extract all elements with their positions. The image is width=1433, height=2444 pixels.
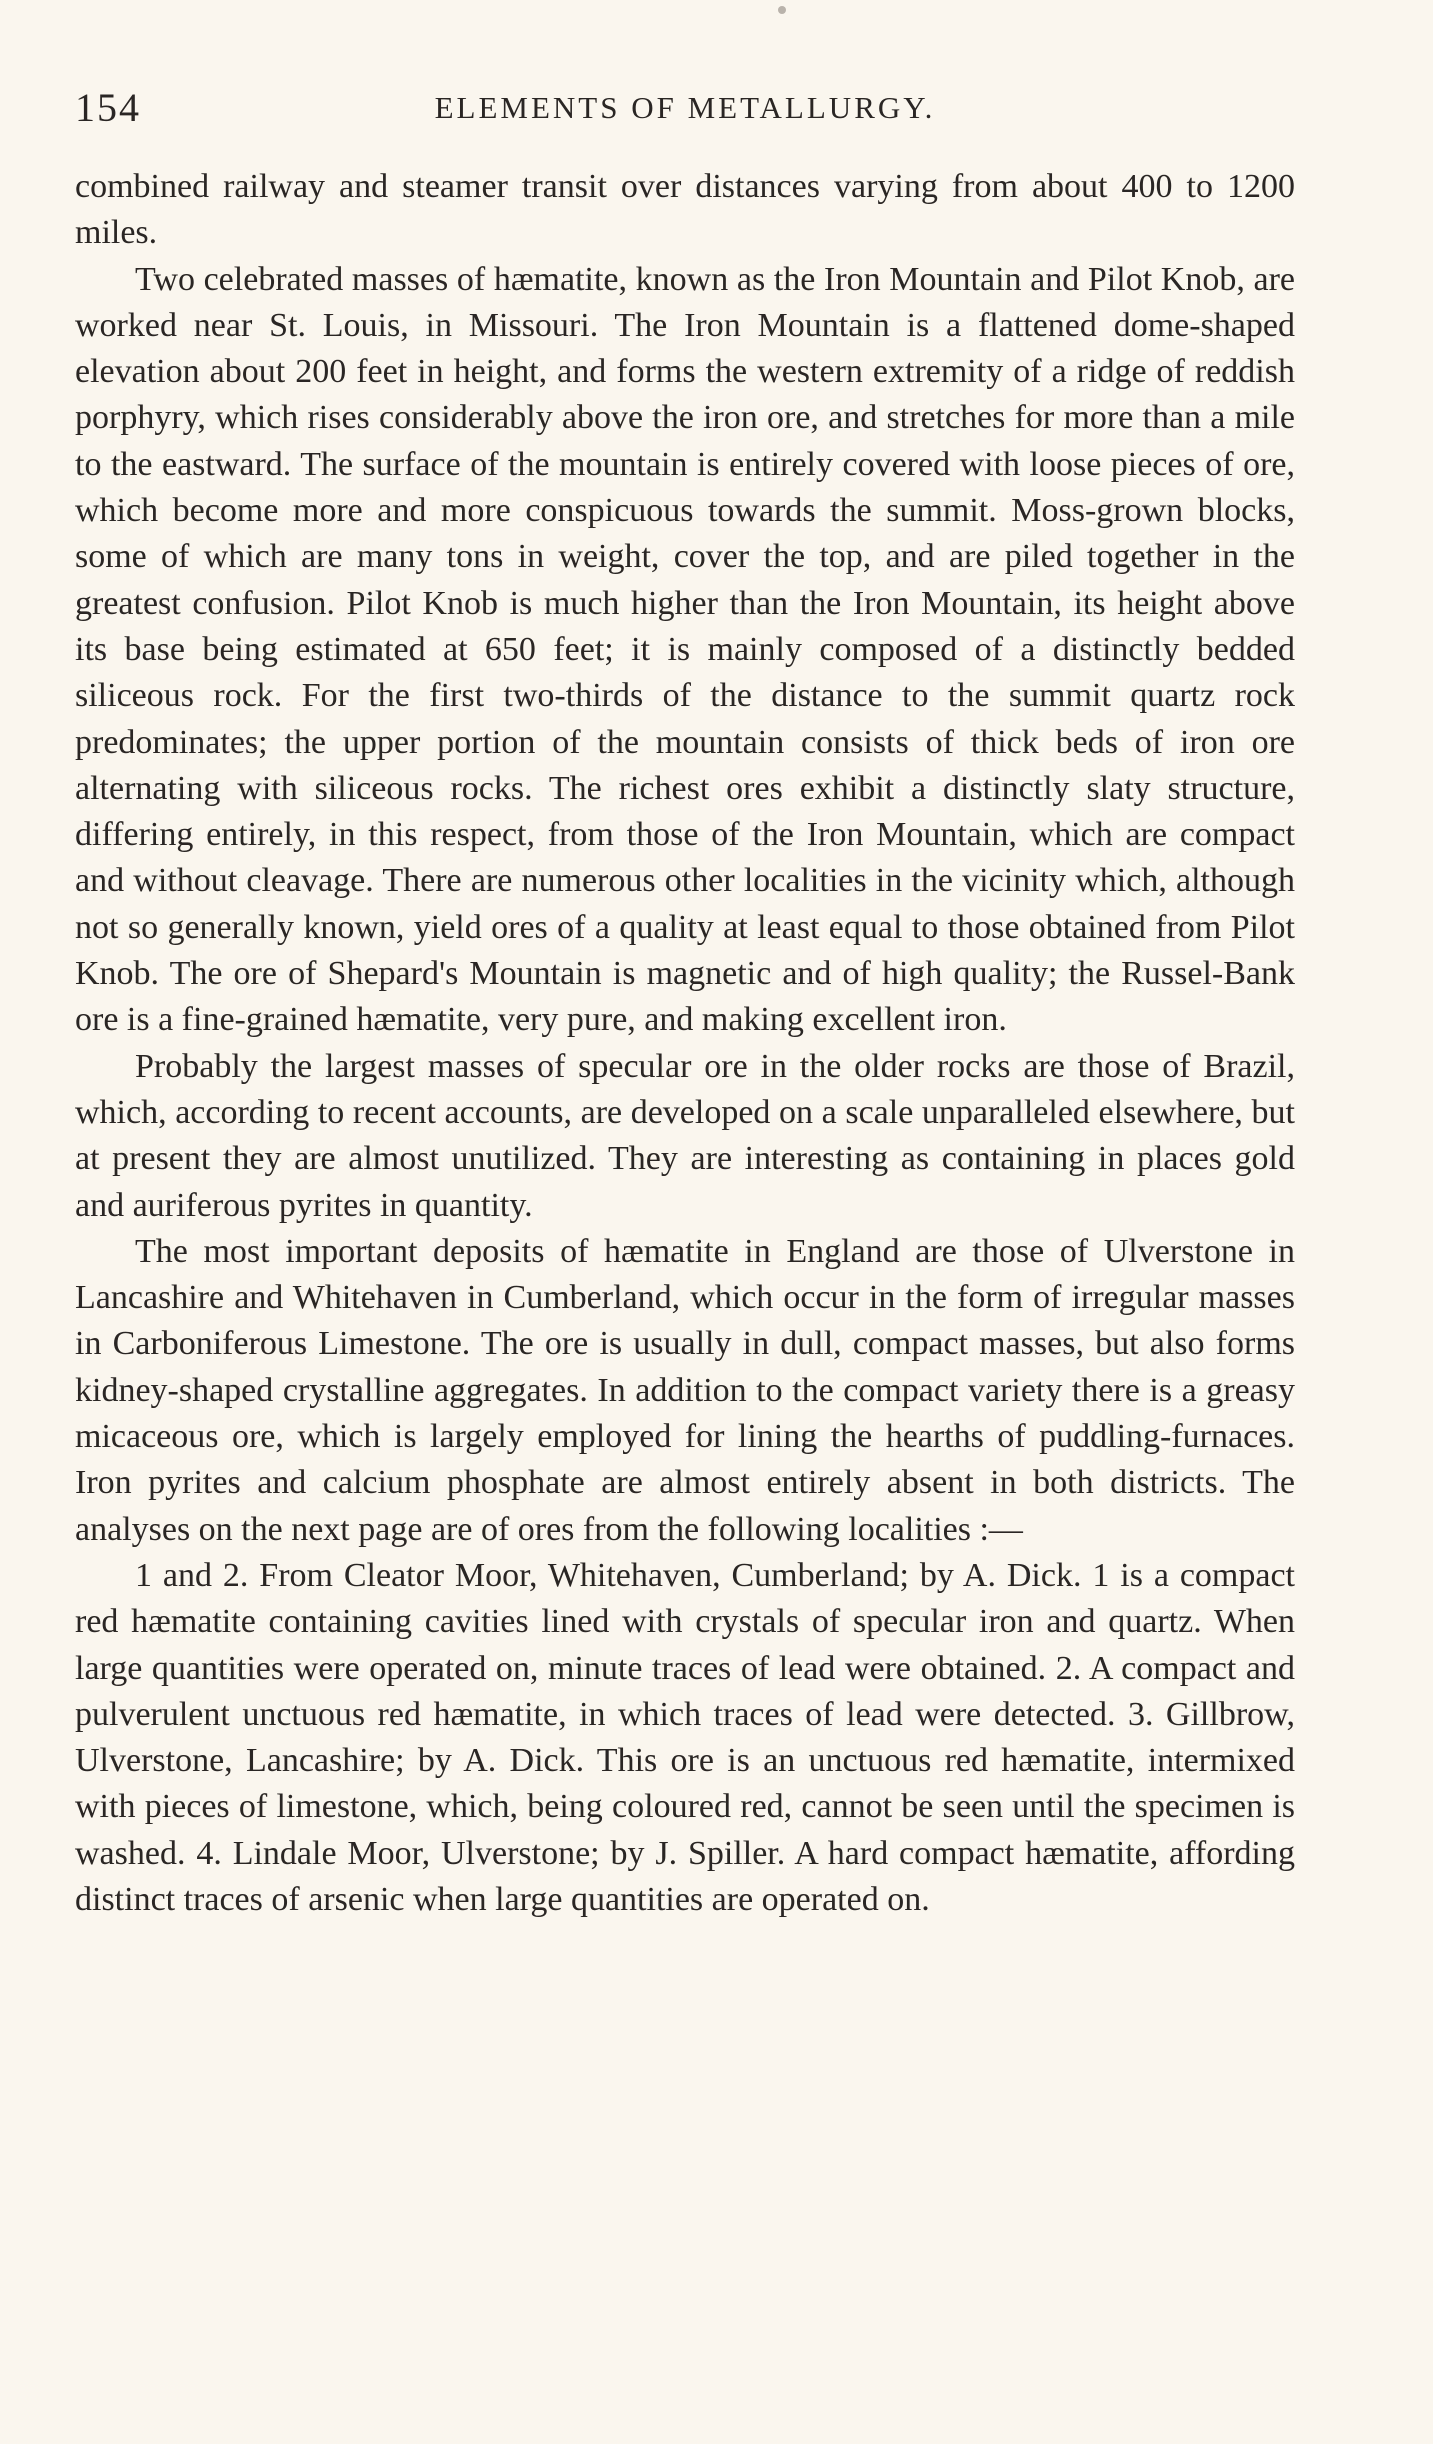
paragraph-brazil: Probably the largest masses of specular ore in the older rocks are those of Brazil, which, according to recent accounts, are developed on a scale unparalleled elsewhere, but at present they are almost unutilized. They are interesting as containing in places gold and auriferous pyrites in quantity. xyxy=(75,1047,1295,1224)
paragraph-england-deposits: The most important deposits of hæmatite in England are those of Ulverstone in Lancashire and Whitehaven in Cumberland, which occur in the form of irregular masses in Carboniferous Limestone. The ore is usually in dull, compact masses, but also forms kidney-shaped crystalline aggregates. In addition to the compact variety there is a greasy micaceous ore, which is largely employed for lining the hearths of puddling-furnaces. Iron pyrites and calcium phosphate are almost entirely absent in both districts. The analyses on the next page are of ores from the following localities :— xyxy=(75,1232,1295,1548)
body-text xyxy=(75,164,1295,1923)
page-number: 154 xyxy=(75,85,141,130)
paragraph-localities: 1 and 2. From Cleator Moor, Whitehaven, Cumberland; by A. Dick. 1 is a compact red hæmatite containing cavities lined with crystals of specular iron and quartz. When large quantities were operated on, minute traces of lead were obtained. 2. A compact and pulverulent unctuous red hæmatite, in which traces of lead were detected. 3. Gillbrow, Ulverstone, Lancashire; by A. Dick. This ore is an unctuous red hæmatite, intermixed with pieces of limestone, which, being coloured red, cannot be seen until the specimen is washed. 4. Lindale Moor, Ulverstone; by J. Spiller. A hard compact hæmatite, affording distinct traces of arsenic when large quantities are operated on. xyxy=(75,1556,1295,1918)
page-header xyxy=(75,84,1295,142)
book-page xyxy=(75,84,1295,1923)
running-title: ELEMENTS OF METALLURGY. xyxy=(434,90,936,125)
paragraph-iron-mountain: Two celebrated masses of hæmatite, known as the Iron Mountain and Pilot Knob, are worked near St. Louis, in Missouri. The Iron Mountain is a flattened dome-shaped elevation about 200 feet in height, and forms the western extremity of a ridge of reddish porphyry, which rises considerably above the iron ore, and stretches for more than a mile to the eastward. The surface of the mountain is entirely covered with loose pieces of ore, which become more and more conspicuous towards the summit. Moss-grown blocks, some of which are many tons in weight, cover the top, and are piled together in the greatest confusion. Pilot Knob is much higher than the Iron Mountain, its height above its base being estimated at 650 feet; it is mainly composed of a distinctly bedded siliceous rock. For the first two-thirds of the distance to the summit quartz rock predominates; the upper portion of the mountain consists of thick beds of iron ore alternating with siliceous rocks. The richest ores exhibit a distinctly slaty structure, differing entirely, in this respect, from those of the Iron Mountain, which are compact and without cleavage. There are numerous other localities in the vicinity which, although not so generally known, yield ores of a quality at least equal to those obtained from Pilot Knob. The ore of Shepard's Mountain is magnetic and of high quality; the Russel-Bank ore is a fine-grained hæmatite, very pure, and making excellent iron. xyxy=(75,260,1295,1039)
paper-speck xyxy=(778,6,786,14)
paragraph-continuation: combined railway and steamer transit over distances varying from about 400 to 1200 miles. xyxy=(75,168,1295,252)
